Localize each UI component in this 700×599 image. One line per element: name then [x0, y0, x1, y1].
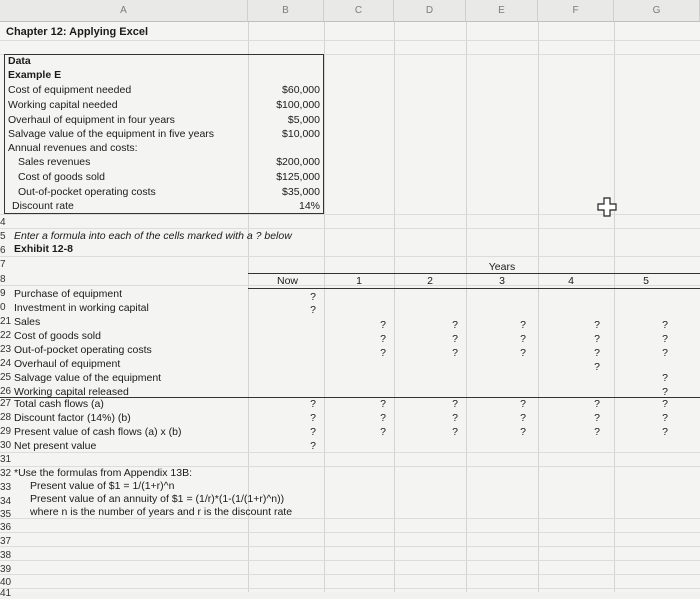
column-header-c[interactable]: [324, 0, 394, 22]
data-value-working-capital[interactable]: $100,000: [276, 99, 320, 111]
formula-cell-now[interactable]: ?: [310, 412, 316, 424]
data-header[interactable]: Data: [8, 55, 31, 67]
formula-cell-now[interactable]: ?: [310, 398, 316, 410]
column-header-a[interactable]: [0, 0, 248, 22]
formula-cell-now[interactable]: ?: [310, 426, 316, 438]
gridline: [0, 588, 700, 589]
row-label-npv[interactable]: Net present value: [14, 440, 97, 452]
row-label-investment[interactable]: Investment in working capital: [14, 302, 149, 314]
row-number[interactable]: 40: [0, 577, 12, 588]
formula-cell-year2[interactable]: ?: [452, 412, 458, 424]
column-letter: B: [282, 5, 289, 16]
gridline: [0, 40, 700, 41]
formula-cell-year2[interactable]: ?: [452, 398, 458, 410]
row-number[interactable]: 23: [0, 344, 12, 355]
gridline: [394, 22, 395, 592]
column-letter: C: [354, 5, 363, 16]
formula-cell-year5[interactable]: ?: [662, 333, 668, 345]
row-number[interactable]: 37: [0, 536, 12, 547]
gridline: [0, 532, 700, 533]
row-label-purchase[interactable]: Purchase of equipment: [14, 288, 122, 300]
year-1-header[interactable]: 1: [356, 275, 362, 287]
column-header-d[interactable]: [394, 0, 466, 22]
row-number[interactable]: 27: [0, 398, 12, 409]
row-number[interactable]: 41: [0, 588, 12, 599]
data-value-overhaul[interactable]: $5,000: [287, 114, 320, 126]
gridline: [0, 214, 700, 215]
header-rule: [248, 273, 700, 274]
formula-cell-year1[interactable]: ?: [380, 412, 386, 424]
year-4-header[interactable]: 4: [568, 275, 574, 287]
column-letter: D: [425, 5, 434, 16]
column-header-e[interactable]: [466, 0, 538, 22]
formula-cell-year5[interactable]: ?: [662, 347, 668, 359]
row-number[interactable]: 7: [0, 259, 6, 270]
formula-cell-year5[interactable]: ?: [662, 372, 668, 384]
column-header-f[interactable]: [538, 0, 614, 22]
data-label-discount-rate[interactable]: Discount rate: [12, 200, 74, 212]
column-header-b[interactable]: [248, 0, 324, 22]
formula-cell-year1[interactable]: ?: [380, 333, 386, 345]
formula-cell-now[interactable]: ?: [310, 291, 316, 303]
row-number[interactable]: 21: [0, 316, 12, 327]
formula-cell-year5[interactable]: ?: [662, 426, 668, 438]
row-number[interactable]: 39: [0, 564, 12, 575]
header-rule: [248, 288, 700, 289]
note-line-3[interactable]: Present value of an annuity of $1 = (1/r)*(1-(1/(1+r)^n)): [30, 493, 285, 505]
gridline: [0, 256, 700, 257]
row-label-overhaul[interactable]: Overhaul of equipment: [14, 358, 121, 370]
formula-cell-year4[interactable]: ?: [594, 333, 600, 345]
data-label-oop[interactable]: Out-of-pocket operating costs: [18, 186, 156, 198]
formula-cell-year2[interactable]: ?: [452, 347, 458, 359]
formula-cell-year2[interactable]: ?: [452, 333, 458, 345]
formula-cell-year2[interactable]: ?: [452, 319, 458, 331]
row-label-discount-factor[interactable]: Discount factor (14%) (b): [14, 412, 131, 424]
row-label-oop[interactable]: Out-of-pocket operating costs: [14, 344, 152, 356]
data-label-annual[interactable]: Annual revenues and costs:: [8, 142, 138, 154]
gridline: [324, 22, 325, 592]
row-number[interactable]: 24: [0, 358, 12, 369]
row-number[interactable]: 38: [0, 550, 12, 561]
row-number[interactable]: 33: [0, 482, 12, 493]
data-value-oop[interactable]: $35,000: [282, 186, 320, 198]
year-3-header[interactable]: 3: [499, 275, 505, 287]
formula-cell-year3[interactable]: ?: [520, 347, 526, 359]
formula-cell-year5[interactable]: ?: [662, 398, 668, 410]
column-header-g[interactable]: [614, 0, 700, 22]
gridline: [0, 452, 700, 453]
gridline: [0, 560, 700, 561]
gridline: [466, 22, 467, 592]
row-label-present-value[interactable]: Present value of cash flows (a) x (b): [14, 426, 182, 438]
note-line-1[interactable]: *Use the formulas from Appendix 13B:: [14, 467, 193, 479]
row-label-total[interactable]: Total cash flows (a): [14, 398, 104, 410]
formula-cell-year4[interactable]: ?: [594, 398, 600, 410]
data-value-discount-rate[interactable]: 14%: [298, 200, 320, 212]
gridline: [0, 546, 700, 547]
row-number[interactable]: 35: [0, 509, 12, 520]
data-value-sales[interactable]: $200,000: [276, 156, 320, 168]
data-label-salvage[interactable]: Salvage value of the equipment in five years: [8, 128, 215, 140]
formula-cell-year4[interactable]: ?: [594, 412, 600, 424]
formula-cell-year5[interactable]: ?: [662, 319, 668, 331]
formula-cell-year3[interactable]: ?: [520, 333, 526, 345]
exhibit-title[interactable]: Exhibit 12-8: [14, 243, 73, 255]
formula-cell-year5[interactable]: ?: [662, 412, 668, 424]
gridline: [0, 228, 700, 229]
row-label-wc-released[interactable]: Working capital released: [14, 386, 129, 398]
formula-cell-year5[interactable]: ?: [662, 386, 668, 398]
data-label-sales[interactable]: Sales revenues: [18, 156, 91, 168]
formula-cell-year1[interactable]: ?: [380, 398, 386, 410]
data-label-cogs[interactable]: Cost of goods sold: [18, 171, 105, 183]
data-label-overhaul[interactable]: Overhaul of equipment in four years: [8, 114, 175, 126]
gridline: [614, 22, 615, 592]
formula-cell-year4[interactable]: ?: [594, 426, 600, 438]
years-header[interactable]: Years: [488, 261, 516, 273]
year-2-header[interactable]: 2: [427, 275, 433, 287]
instruction-text[interactable]: Enter a formula into each of the cells marked with a ? below: [14, 230, 292, 242]
row-number[interactable]: 36: [0, 522, 12, 533]
cross-plus-cursor-icon: [597, 197, 617, 217]
example-label[interactable]: Example E: [8, 69, 62, 81]
row-label-sales[interactable]: Sales: [14, 316, 41, 328]
now-header[interactable]: Now: [276, 275, 298, 287]
formula-cell-year2[interactable]: ?: [452, 426, 458, 438]
note-line-4[interactable]: where n is the number of years and r is the discount rate: [30, 506, 293, 518]
row-label-cogs[interactable]: Cost of goods sold: [14, 330, 101, 342]
data-value-cogs[interactable]: $125,000: [276, 171, 320, 183]
row-number[interactable]: 25: [0, 372, 12, 383]
column-letter: G: [652, 5, 661, 16]
row-number[interactable]: 8: [0, 274, 6, 285]
formula-cell-year3[interactable]: ?: [520, 426, 526, 438]
column-letter: E: [498, 5, 505, 16]
formula-cell-year3[interactable]: ?: [520, 412, 526, 424]
formula-cell-year4[interactable]: ?: [594, 319, 600, 331]
sheet-title[interactable]: Chapter 12: Applying Excel: [6, 26, 149, 38]
formula-cell-now[interactable]: ?: [310, 304, 316, 316]
note-line-2[interactable]: Present value of $1 = 1/(1+r)^n: [30, 480, 175, 492]
row-number[interactable]: 34: [0, 496, 12, 507]
row-label-salvage[interactable]: Salvage value of the equipment: [14, 372, 162, 384]
formula-cell-year1[interactable]: ?: [380, 319, 386, 331]
data-value-salvage[interactable]: $10,000: [282, 128, 320, 140]
row-number[interactable]: 26: [0, 386, 12, 397]
year-5-header[interactable]: 5: [643, 275, 649, 287]
formula-cell-year3[interactable]: ?: [520, 319, 526, 331]
column-letter: F: [572, 5, 579, 16]
row-number[interactable]: 22: [0, 330, 12, 341]
data-value-equipment-cost[interactable]: $60,000: [282, 84, 320, 96]
row-number[interactable]: 31: [0, 454, 12, 465]
formula-cell-year4[interactable]: ?: [594, 361, 600, 373]
row-number[interactable]: 29: [0, 426, 12, 437]
row-number[interactable]: 0: [0, 302, 6, 313]
row-number[interactable]: 28: [0, 412, 12, 423]
data-label-working-capital[interactable]: Working capital needed: [8, 99, 118, 111]
row-number[interactable]: 5: [0, 231, 6, 242]
gridline: [538, 22, 539, 592]
row-number[interactable]: 30: [0, 440, 12, 451]
row-number[interactable]: 9: [0, 288, 6, 299]
formula-cell-year1[interactable]: ?: [380, 426, 386, 438]
column-letter: A: [120, 5, 127, 16]
row-number[interactable]: 4: [0, 217, 6, 228]
formula-cell-year3[interactable]: ?: [520, 398, 526, 410]
formula-cell-now[interactable]: ?: [310, 440, 316, 452]
formula-cell-year4[interactable]: ?: [594, 347, 600, 359]
data-label-equipment-cost[interactable]: Cost of equipment needed: [8, 84, 132, 96]
formula-cell-year1[interactable]: ?: [380, 347, 386, 359]
row-number[interactable]: 32: [0, 468, 12, 479]
row-number[interactable]: 6: [0, 245, 6, 256]
gridline: [0, 574, 700, 575]
